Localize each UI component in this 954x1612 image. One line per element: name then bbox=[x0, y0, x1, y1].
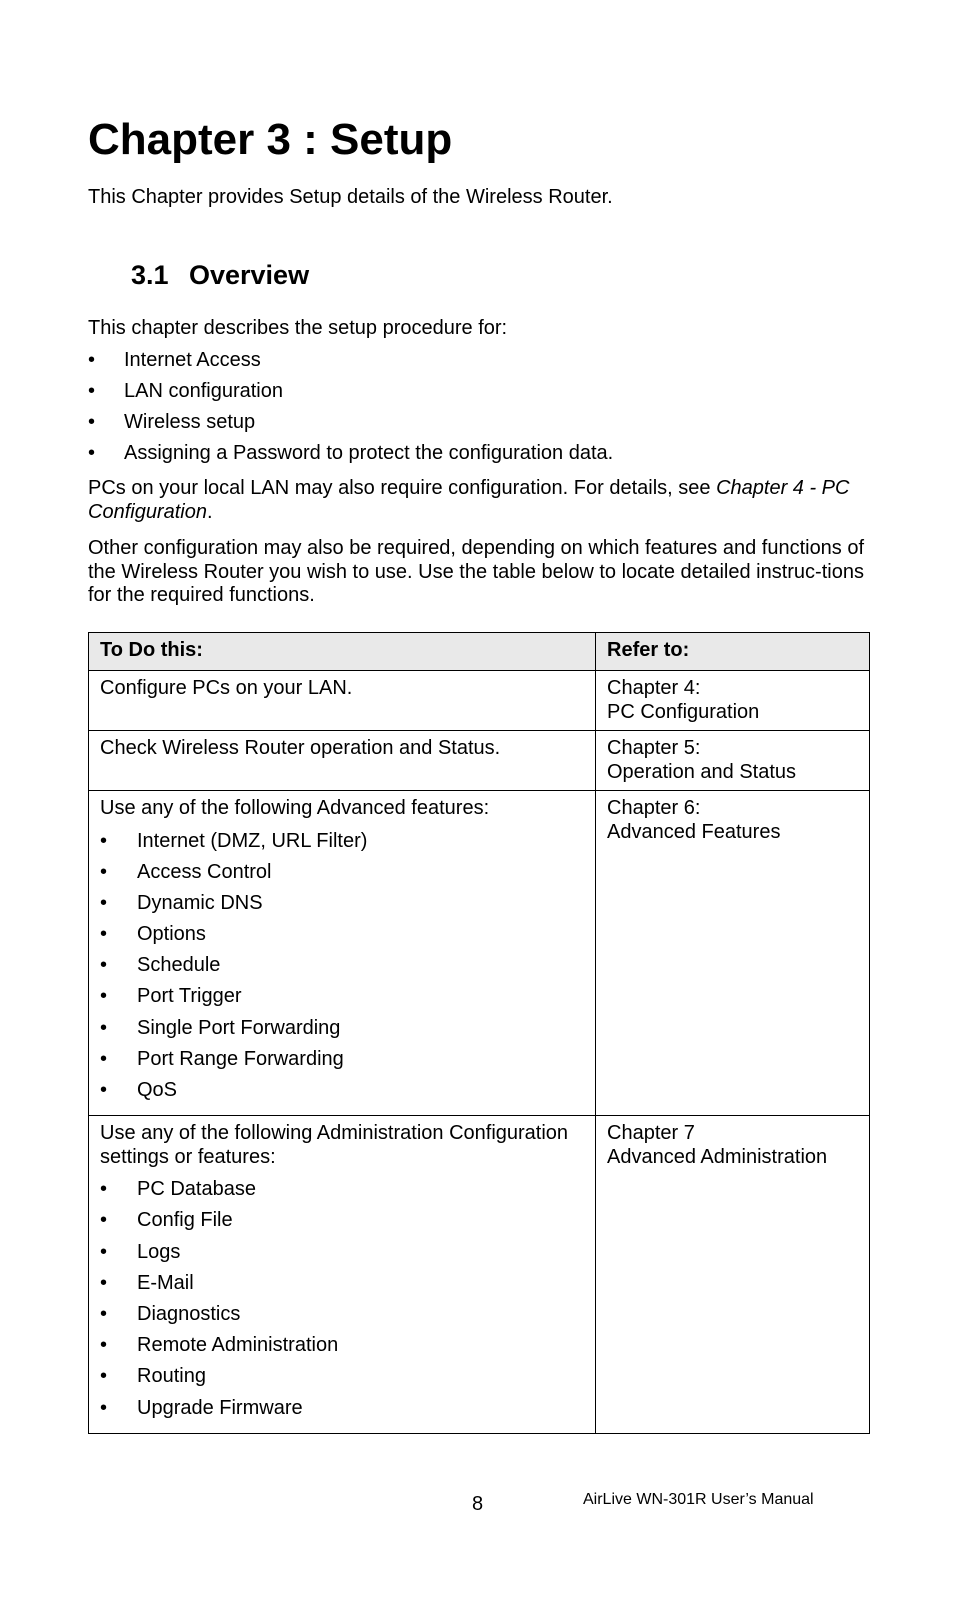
bullet-icon: • bbox=[100, 923, 108, 946]
bullet-icon: • bbox=[100, 1240, 108, 1263]
bullet-icon: • bbox=[88, 349, 96, 371]
list-item: • Internet (DMZ, URL Filter) bbox=[100, 829, 368, 852]
column-header-task: To Do this: bbox=[89, 633, 596, 671]
list-item: • E-Mail bbox=[100, 1271, 194, 1294]
list-item: • Wireless setup bbox=[88, 411, 256, 433]
page-number: 8 bbox=[472, 1493, 484, 1515]
task-cell: Configure PCs on your LAN. bbox=[89, 671, 596, 731]
list-item: • Single Port Forwarding bbox=[100, 1016, 341, 1039]
bullet-icon: • bbox=[100, 1302, 108, 1325]
section-number: 3.1 bbox=[131, 260, 169, 290]
reference-cell: Chapter 6: Advanced Features bbox=[596, 791, 870, 1116]
overview-description: This chapter describes the setup procedure for: bbox=[88, 317, 508, 339]
list-item: • Schedule bbox=[100, 954, 221, 977]
list-item: • Port Trigger bbox=[100, 985, 242, 1008]
reference-cell: Chapter 4: PC Configuration bbox=[596, 671, 870, 731]
bullet-icon: • bbox=[100, 954, 108, 977]
advanced-features-list bbox=[100, 829, 584, 1110]
bullet-icon: • bbox=[100, 1271, 108, 1294]
list-item: • Routing bbox=[100, 1365, 206, 1388]
reference-cell: Chapter 7 Advanced Administration bbox=[596, 1116, 870, 1434]
column-header-reference: Refer to: bbox=[596, 633, 870, 671]
list-item: • Internet Access bbox=[88, 349, 261, 371]
list-item: • PC Database bbox=[100, 1178, 256, 1201]
list-item: • Remote Administration bbox=[100, 1334, 339, 1357]
list-item: • Access Control bbox=[100, 860, 272, 883]
table-row bbox=[89, 671, 870, 731]
bullet-icon: • bbox=[100, 1178, 108, 1201]
other-config-paragraph: Other configuration may also be required, depending on which features and functions of the Wireless Router you wish to use. Use the table below to locate detailed instruc-tions for the required functions. bbox=[88, 537, 865, 606]
administration-features-list bbox=[100, 1177, 584, 1427]
bullet-icon: • bbox=[100, 1334, 108, 1357]
pc-config-paragraph: PCs on your local LAN may also require configuration. For details, see Chapter 4 - PC Configuration. bbox=[88, 477, 850, 523]
bullet-icon: • bbox=[88, 380, 96, 402]
bullet-icon: • bbox=[100, 1079, 108, 1101]
bullet-icon: • bbox=[100, 1209, 108, 1232]
list-item: • Options bbox=[100, 923, 206, 946]
bullet-icon: • bbox=[88, 442, 96, 464]
task-cell: Use any of the following Advanced features: • Internet (DMZ, URL Filter) • Access Control • Dynamic DNS • Options • Schedule • Port Trigger • Single Port Forwarding • Port Range Forwarding • QoS bbox=[89, 791, 596, 1116]
reference-cell: Chapter 5: Operation and Status bbox=[596, 731, 870, 791]
bullet-icon: • bbox=[100, 985, 108, 1008]
bullet-icon: • bbox=[100, 1365, 108, 1388]
bullet-icon: • bbox=[100, 860, 108, 883]
bullet-icon: • bbox=[100, 891, 108, 914]
list-item: • Dynamic DNS bbox=[100, 891, 263, 914]
section-heading bbox=[131, 258, 309, 292]
list-item: • Port Range Forwarding bbox=[100, 1047, 344, 1070]
chapter-title: Chapter 3 : Setup bbox=[88, 115, 453, 164]
table-row bbox=[89, 731, 870, 791]
list-item: • Config File bbox=[100, 1209, 233, 1232]
bullet-icon: • bbox=[100, 829, 108, 852]
table-row bbox=[89, 1116, 870, 1434]
section-title: Overview bbox=[189, 260, 310, 290]
task-cell: Check Wireless Router operation and Status. bbox=[89, 731, 596, 791]
bullet-icon: • bbox=[100, 1396, 108, 1419]
bullet-icon: • bbox=[88, 411, 96, 433]
bullet-icon: • bbox=[100, 1047, 108, 1070]
task-cell: Use any of the following Administration Configuration settings or features: • PC Database • Config File • Logs • E-Mail • Diagnostics • Remote Administration • Routing • Upgrade Firmware bbox=[89, 1116, 596, 1434]
list-item: • LAN configuration bbox=[88, 380, 283, 402]
manual-footer: AirLive WN-301R User’s Manual bbox=[583, 1491, 814, 1508]
list-item: • Logs bbox=[100, 1240, 181, 1263]
reference-table bbox=[88, 632, 870, 1434]
table-header-row bbox=[89, 633, 870, 671]
list-item: • Diagnostics bbox=[100, 1302, 241, 1325]
chapter-intro: This Chapter provides Setup details of the Wireless Router. bbox=[88, 186, 613, 208]
list-item: • Upgrade Firmware bbox=[100, 1396, 303, 1419]
list-item: • Assigning a Password to protect the configuration data. bbox=[88, 442, 614, 464]
list-item: • QoS bbox=[100, 1079, 178, 1101]
overview-list bbox=[88, 348, 613, 472]
bullet-icon: • bbox=[100, 1016, 108, 1039]
chapter-reference: Chapter 4 - PC Configuration bbox=[88, 477, 850, 523]
table-row bbox=[89, 791, 870, 1116]
